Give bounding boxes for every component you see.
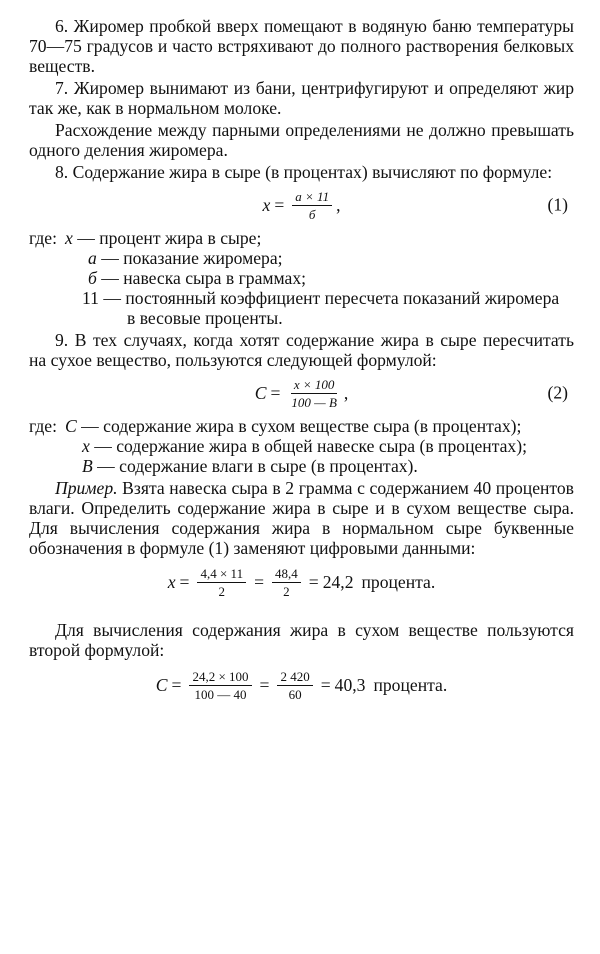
formula-2-number: (2) — [547, 382, 568, 403]
definition-symbol: a — [88, 248, 97, 268]
calc-1-unit: процента. — [361, 571, 436, 592]
definition-row — [29, 416, 574, 436]
definition-dash: — — [89, 436, 117, 456]
definition-text: содержание влаги в сыре (в процентах). — [119, 456, 418, 476]
formula-2-numerator: x × 100 — [291, 377, 338, 394]
definitions-formula-1 — [29, 228, 574, 328]
example-label: Пример. — [55, 478, 118, 498]
definition-symbol: x — [65, 228, 73, 248]
definition-dash: — — [72, 228, 100, 248]
calc-1-equals: = — [179, 571, 190, 592]
calc-1-fraction-a — [197, 566, 246, 599]
definitions-formula-2 — [29, 416, 574, 476]
formula-2-denominator: 100 — B — [291, 394, 337, 410]
definitions-lead: где: — [29, 228, 57, 248]
formula-1 — [29, 182, 574, 228]
formula-2-comma: , — [343, 382, 349, 403]
definition-symbol: C — [65, 416, 77, 436]
definition-row — [29, 248, 574, 268]
calc-1-fraction-b — [272, 566, 301, 599]
formula-1-number: (1) — [547, 194, 568, 215]
definition-dash: — — [96, 248, 124, 268]
formula-1-comma: , — [336, 194, 341, 215]
definition-text: содержание жира в общей навеске сыра (в процентах); — [116, 436, 527, 456]
paragraph-second-formula: Для вычисления содержания жира в сухом веществе пользуются второй формулой: — [29, 620, 574, 660]
calc-1-lhs: x — [167, 571, 176, 592]
calc-2-equals: = — [320, 674, 331, 695]
definition-symbol: x — [82, 436, 90, 456]
formula-1-fraction — [292, 189, 332, 222]
formula-1-numerator: a × 11 — [292, 189, 332, 206]
formula-1-lhs: x — [262, 194, 271, 215]
calc-2-denominator-a: 100 — 40 — [194, 686, 247, 702]
example-text: Взята навеска сыра в 2 грамма с содержанием 40 процентов влаги. Определить содержание жира в сыре и в сухом веществе сыра. Для вычисления содержания жира в нормальном сыре буквенные обозначения в формуле (1) заменяют цифровыми данными: — [29, 478, 574, 558]
definition-text: показание жиромера; — [123, 248, 283, 268]
definition-text: процент жира в сыре; — [99, 228, 262, 248]
definition-dash: — — [96, 268, 124, 288]
calc-2-denominator-b: 60 — [288, 686, 302, 702]
calc-1-denominator-b: 2 — [283, 583, 290, 599]
definition-text: постоянный коэффициент пересчета показаний жиромера — [125, 288, 560, 308]
calc-1-equals: = — [254, 571, 265, 592]
calc-1-equals: = — [308, 571, 319, 592]
calc-2-fraction-b — [277, 669, 312, 702]
paragraph-step-7: 7. Жиромер вынимают из бани, центрифугируют и определяют жир так же, как в нормальном молоке. — [29, 78, 574, 118]
formula-2-equals: = — [270, 382, 281, 403]
definition-symbol: б — [88, 268, 97, 288]
calc-1-result: 24,2 — [322, 571, 354, 592]
calc-1-numerator-a: 4,4 × 11 — [197, 566, 246, 583]
definition-dash: — — [76, 416, 104, 436]
definition-row — [29, 456, 574, 476]
definition-symbol: 11 — [82, 288, 99, 308]
calc-1-numerator-b: 48,4 — [272, 566, 301, 583]
paragraph-step-6: 6. Жиромер пробкой вверх помещают в водяную баню температуры 70—75 градусов и часто встряхивают до полного растворения белковых веществ. — [29, 16, 574, 76]
calc-2-equals: = — [259, 674, 270, 695]
definitions-lead: где: — [29, 416, 57, 436]
definition-text: содержание жира в сухом веществе сыра (в процентах); — [103, 416, 522, 436]
definition-text: в весовые проценты. — [127, 308, 283, 328]
calc-2-result: 40,3 — [334, 674, 366, 695]
definition-text: навеска сыра в граммах; — [123, 268, 307, 288]
definition-row — [29, 228, 574, 248]
calc-2-numerator-a: 24,2 × 100 — [189, 669, 251, 686]
calculation-1 — [29, 558, 574, 606]
formula-2-fraction — [288, 377, 340, 410]
definition-dash: — — [98, 288, 126, 308]
calc-2-lhs: C — [155, 674, 168, 695]
calc-2-equals: = — [171, 674, 182, 695]
calc-1-denominator-a: 2 — [218, 583, 226, 599]
calculation-2 — [29, 660, 574, 710]
definition-row — [29, 268, 574, 288]
formula-1-denominator: б — [308, 206, 316, 222]
definition-row — [29, 436, 574, 456]
paragraph-step-9: 9. В тех случаях, когда хотят содержание жира в сыре пересчитать на сухое вещество, пользуются следующей формулой: — [29, 330, 574, 370]
definition-dash: — — [92, 456, 120, 476]
definition-row — [29, 288, 574, 308]
formula-2 — [29, 370, 574, 416]
formula-1-equals: = — [274, 194, 285, 215]
calc-2-fraction-a — [189, 669, 251, 702]
paragraph-step-8: 8. Содержание жира в сыре (в процентах) вычисляют по формуле: — [55, 162, 553, 182]
calc-2-unit: процента. — [373, 674, 448, 695]
definition-symbol: B — [82, 456, 93, 476]
definition-continuation — [29, 308, 574, 328]
formula-2-lhs: C — [254, 382, 267, 403]
paragraph-example — [29, 478, 574, 558]
calc-2-numerator-b: 2 420 — [277, 669, 312, 686]
paragraph-divergence: Расхождение между парными определениями не должно превышать одного деления жиромера. — [29, 120, 574, 160]
